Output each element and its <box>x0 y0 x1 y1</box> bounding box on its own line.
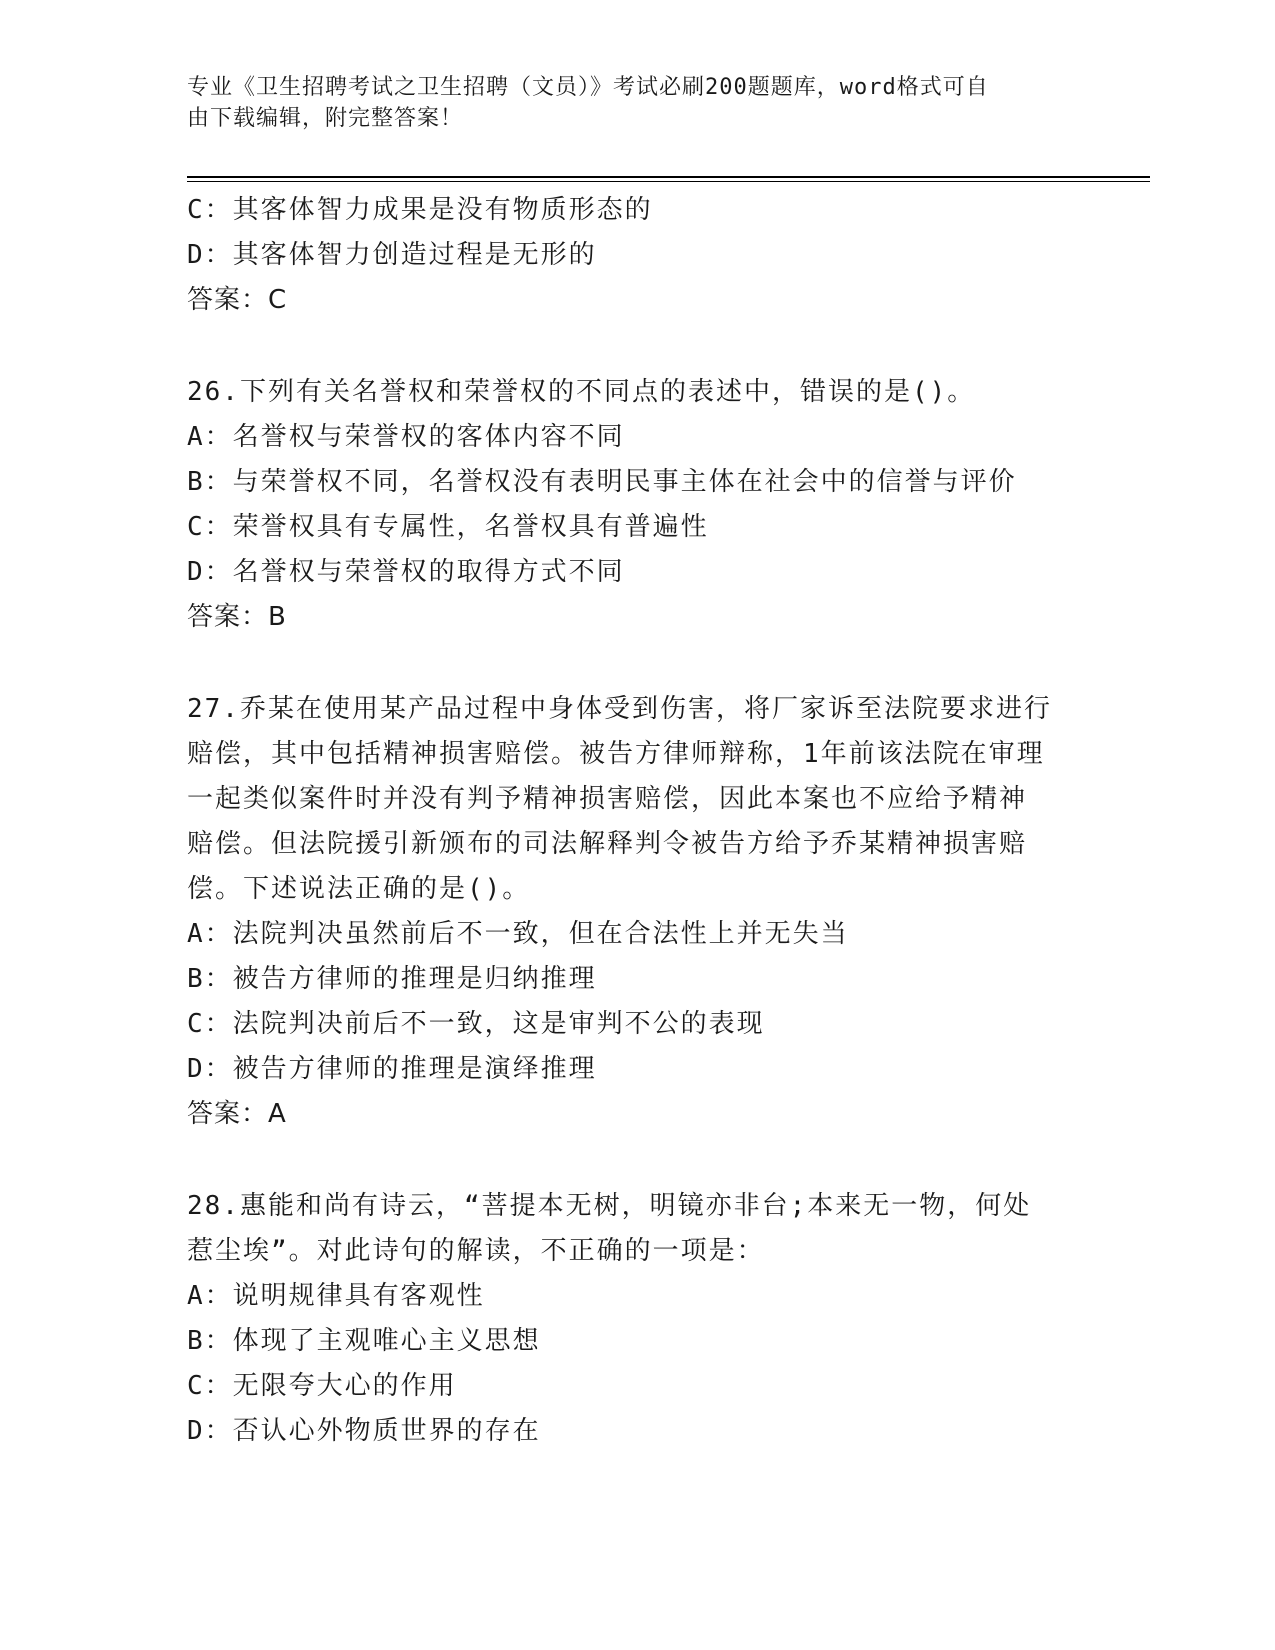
option-c: C：无限夸大心的作用 <box>187 1371 457 1401</box>
option-d: D：名誉权与荣誉权的取得方式不同 <box>187 557 625 587</box>
question-28 <box>187 1184 1087 1454</box>
header-line-1: 专业《卫生招聘考试之卫生招聘（文员）》考试必刷200题题库，word格式可自 <box>187 75 989 100</box>
option-d: D：其客体智力创造过程是无形的 <box>187 240 597 270</box>
option-b: B：被告方律师的推理是归纳推理 <box>187 964 597 994</box>
option-d: D：被告方律师的推理是演绎推理 <box>187 1054 597 1084</box>
question-text: 28.惠能和尚有诗云，“菩提本无树，明镜亦非台;本来无一物，何处 <box>187 1191 1032 1221</box>
question-content <box>187 188 1087 1454</box>
answer: 答案：A <box>187 1099 287 1129</box>
option-a: A：说明规律具有客观性 <box>187 1281 485 1311</box>
answer: 答案：C <box>187 285 288 315</box>
question-text: 一起类似案件时并没有判予精神损害赔偿，因此本案也不应给予精神 <box>187 784 1028 814</box>
option-c: C：其客体智力成果是没有物质形态的 <box>187 195 653 225</box>
document-header <box>187 72 1067 134</box>
question-27 <box>187 687 1087 1137</box>
question-text: 26.下列有关名誉权和荣誉权的不同点的表述中，错误的是()。 <box>187 377 976 407</box>
option-a: A：法院判决虽然前后不一致，但在合法性上并无失当 <box>187 919 849 949</box>
option-d: D：否认心外物质世界的存在 <box>187 1416 541 1446</box>
option-b: B：与荣誉权不同，名誉权没有表明民事主体在社会中的信誉与评价 <box>187 467 1017 497</box>
question-text: 赔偿。但法院援引新颁布的司法解释判令被告方给予乔某精神损害赔 <box>187 829 1028 859</box>
option-b: B：体现了主观唯心主义思想 <box>187 1326 541 1356</box>
question-text: 赔偿，其中包括精神损害赔偿。被告方律师辩称，1年前该法院在审理 <box>187 739 1045 769</box>
option-a: A：名誉权与荣誉权的客体内容不同 <box>187 422 625 452</box>
answer: 答案：B <box>187 602 287 632</box>
option-c: C：荣誉权具有专属性，名誉权具有普遍性 <box>187 512 709 542</box>
question-text: 27.乔某在使用某产品过程中身体受到伤害，将厂家诉至法院要求进行 <box>187 694 1052 724</box>
header-divider-thin <box>187 181 1150 182</box>
question-25-tail <box>187 188 1087 323</box>
header-divider-thick <box>187 176 1150 178</box>
question-text: 偿。下述说法正确的是()。 <box>187 874 531 904</box>
header-line-2: 由下载编辑，附完整答案！ <box>187 106 464 131</box>
question-text: 惹尘埃”。对此诗句的解读，不正确的一项是： <box>187 1236 765 1266</box>
option-c: C：法院判决前后不一致，这是审判不公的表现 <box>187 1009 765 1039</box>
question-26 <box>187 370 1087 640</box>
